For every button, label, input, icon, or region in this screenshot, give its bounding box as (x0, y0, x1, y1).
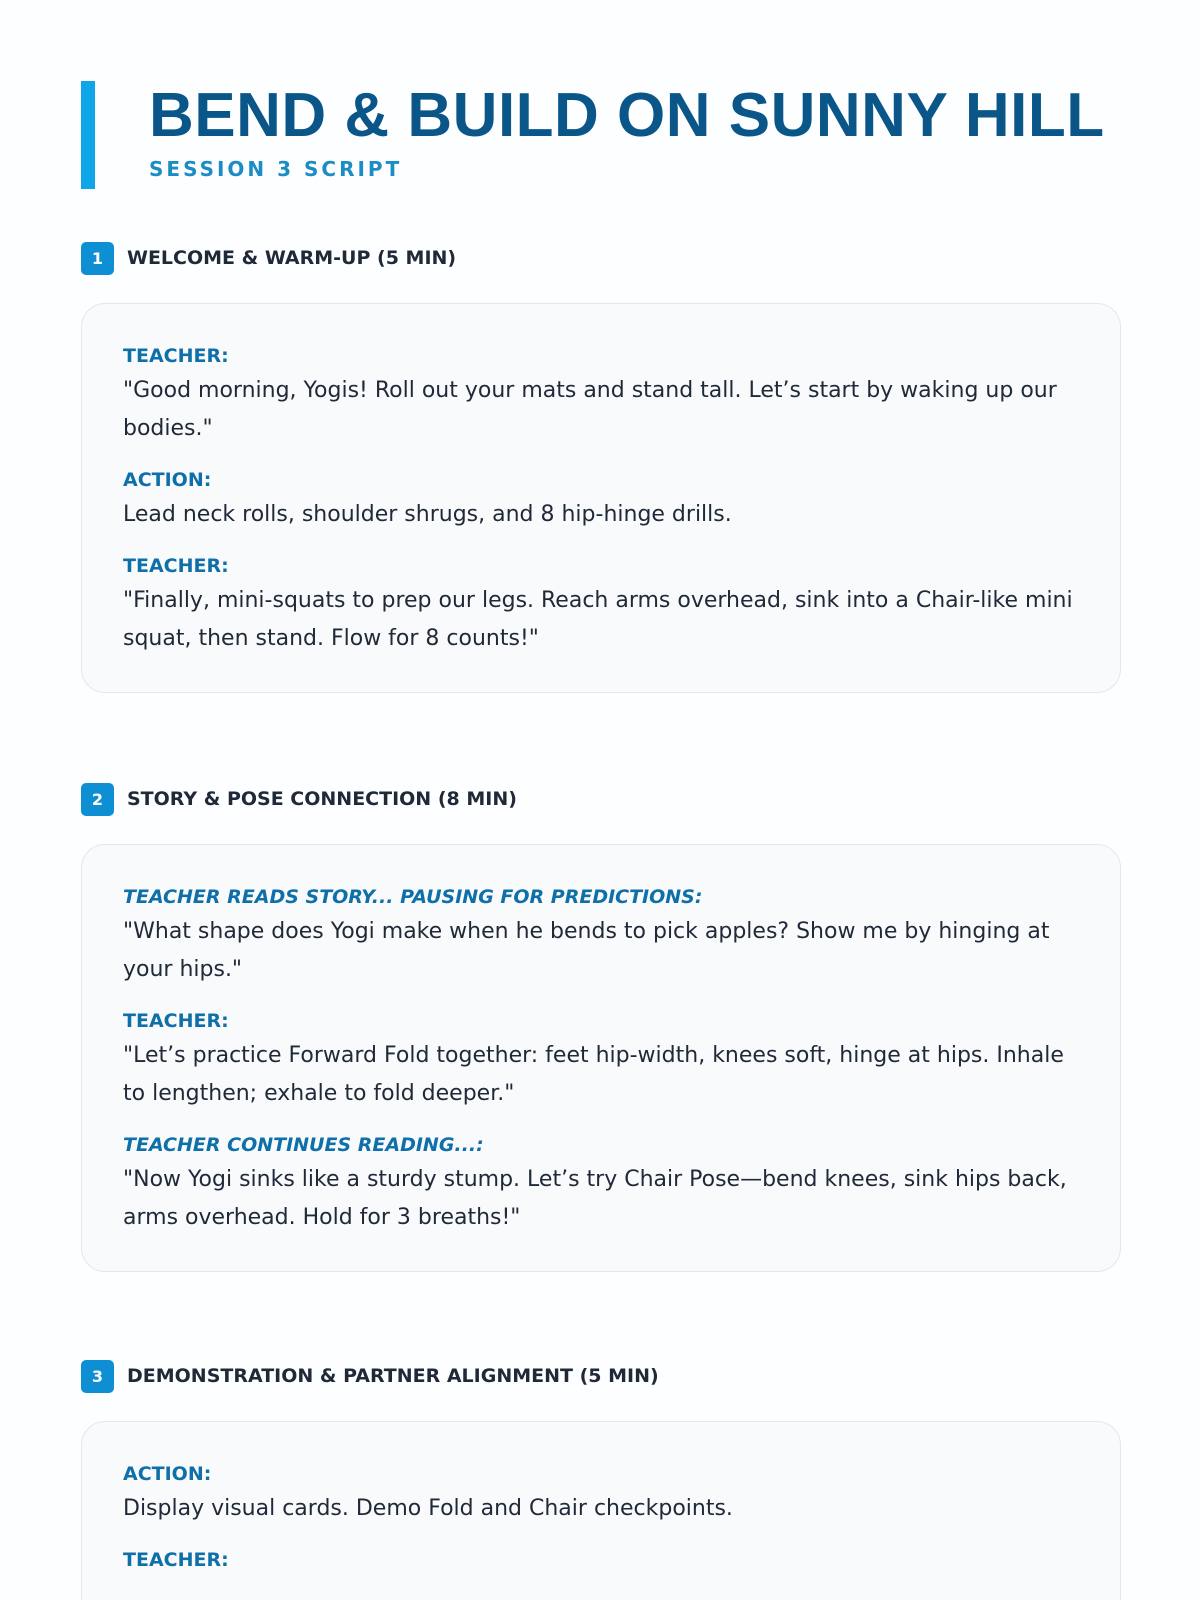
script-line: "What shape does Yogi make when he bends to pick apples? Show me by hinging at your hips." (123, 919, 1050, 982)
script-block (123, 554, 1080, 658)
script-block (123, 885, 1080, 989)
stage-direction-label: TEACHER CONTINUES READING...: (123, 1134, 484, 1156)
script-line: "Let’s practice Forward Fold together: feet hip-width, knees soft, hinge at hips. Inhale to lengthen; exhale to fold deeper." (123, 1043, 1064, 1106)
script-block (123, 1462, 1080, 1528)
section-number-badge: 3 (81, 1360, 114, 1393)
script-line: "Finally, mini-squats to prep our legs. Reach arms overhead, sink into a Chair-like mini squat, then stand. Flow for 8 counts!" (123, 588, 1073, 651)
script-line: "Now Yogi sinks like a sturdy stump. Let’s try Chair Pose—bend knees, sink hips back, arms overhead. Hold for 3 breaths!" (123, 1167, 1067, 1230)
script-block (123, 1009, 1080, 1113)
section-heading-1 (81, 241, 456, 275)
section-number-badge: 1 (81, 242, 114, 275)
section-title: STORY & POSE CONNECTION (8 MIN) (127, 788, 517, 810)
speaker-label: TEACHER: (123, 555, 229, 577)
script-line: Display visual cards. Demo Fold and Chair checkpoints. (123, 1496, 733, 1521)
script-line: Lead neck rolls, shoulder shrugs, and 8 hip-hinge drills. (123, 502, 732, 527)
section-card-2 (81, 844, 1121, 1272)
script-block (123, 344, 1080, 448)
section-card-3 (81, 1421, 1121, 1600)
page-header (81, 81, 1105, 189)
stage-direction-label: TEACHER READS STORY... PAUSING FOR PREDICTIONS: (123, 886, 703, 908)
section-number-badge: 2 (81, 783, 114, 816)
speaker-label: TEACHER: (123, 1010, 229, 1032)
section-title: WELCOME & WARM-UP (5 MIN) (127, 247, 457, 269)
section-heading-3 (81, 1359, 659, 1393)
speaker-label: ACTION: (123, 469, 212, 491)
script-line: "Good morning, Yogis! Roll out your mats and stand tall. Let’s start by waking up our bodies." (123, 378, 1057, 441)
speaker-label: ACTION: (123, 1463, 212, 1485)
speaker-label: TEACHER: (123, 1549, 229, 1571)
script-block (123, 1133, 1080, 1237)
script-block (123, 468, 1080, 534)
section-title: DEMONSTRATION & PARTNER ALIGNMENT (5 MIN) (127, 1365, 659, 1387)
section-card-1 (81, 303, 1121, 693)
section-heading-2 (81, 782, 517, 816)
script-block (123, 1548, 1080, 1572)
page-title: BEND & BUILD ON SUNNY HILL (149, 81, 1105, 150)
speaker-label: TEACHER: (123, 345, 229, 367)
page-subtitle: SESSION 3 SCRIPT (149, 157, 403, 181)
